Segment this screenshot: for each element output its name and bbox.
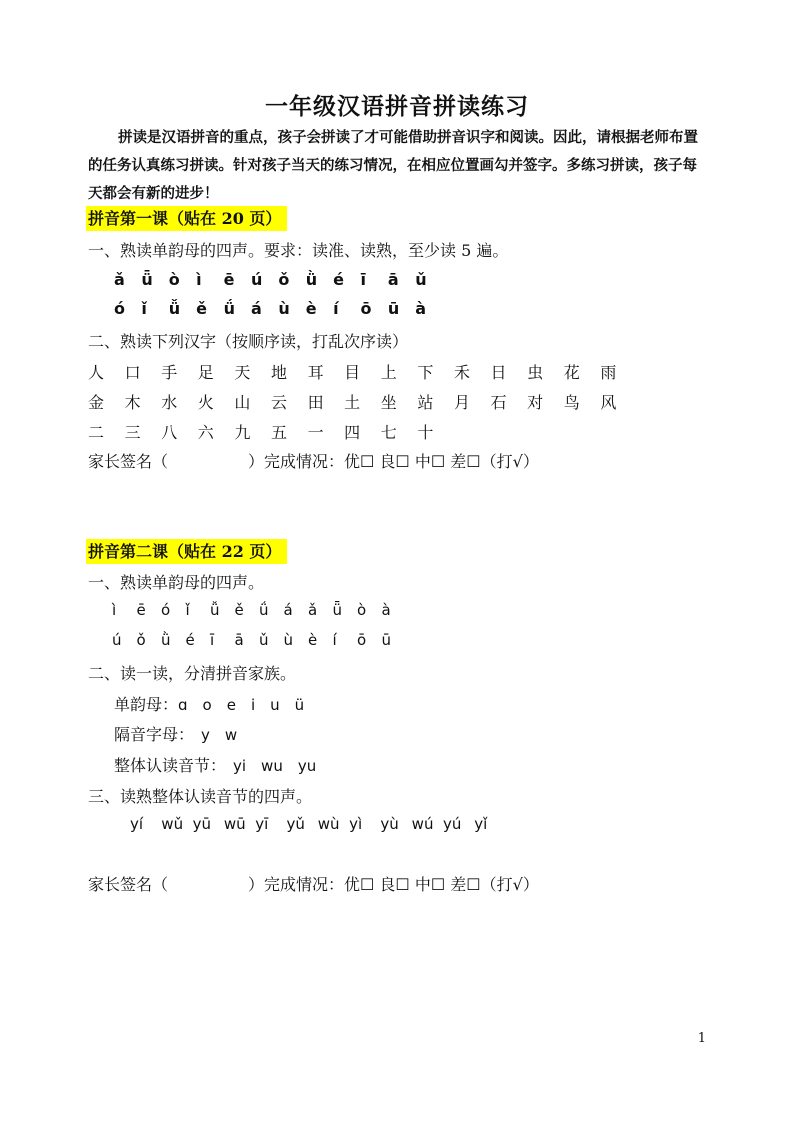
hanzi: 月 (453, 393, 470, 412)
hanzi: 禾 (453, 363, 470, 382)
hanzi: 一 (307, 423, 324, 442)
syllable: wù (317, 815, 340, 833)
lesson1-heading: 拼音第一课（贴在 20 页） (86, 206, 287, 231)
tone-mark: ì (196, 270, 202, 289)
lesson1-chars-row2 (88, 390, 637, 413)
hanzi: 上 (380, 363, 397, 382)
tone-mark: ǘ (223, 299, 235, 318)
syllable: wǔ (161, 815, 184, 833)
tone-mark: ǐ (141, 299, 147, 318)
lesson2-task2: 二、读一读，分清拼音家族。 (88, 664, 297, 683)
tone-mark: ǎ (114, 270, 125, 289)
syllable: wú (411, 815, 434, 833)
hanzi: 风 (600, 393, 617, 412)
lesson1-task1: 一、熟读单韵母的四声。要求：读准、读熟，至少读 5 遍。 (88, 241, 509, 260)
tone-mark: ǔ (259, 631, 269, 649)
tone-mark: ā (387, 270, 399, 289)
tone-mark: ǐ (185, 601, 190, 619)
syllable: yǔ (286, 815, 305, 833)
danyunmu-label: 单韵母： (114, 695, 179, 714)
zhengti-label: 整体认读音节： (114, 756, 219, 775)
syllable: yū (192, 815, 211, 833)
tone-mark: ú (112, 631, 122, 649)
hanzi: 人 (88, 363, 105, 382)
hanzi: 下 (417, 363, 434, 382)
lesson2-tones-row2 (112, 631, 406, 649)
tone-mark: ò (168, 270, 180, 289)
tone-mark: ē (136, 601, 146, 619)
tone-mark: á (250, 299, 262, 318)
lesson2-section (86, 539, 287, 562)
hanzi: 手 (161, 363, 178, 382)
syllable: yí (130, 815, 144, 833)
tone-mark: ō (357, 631, 367, 649)
tone-mark: é (333, 270, 344, 289)
lesson1-section (86, 206, 287, 229)
tone-mark: ǜ (161, 631, 171, 649)
lesson2-task3: 三、读熟整体认读音节的四声。 (88, 787, 313, 806)
hanzi: 二 (88, 423, 105, 442)
hanzi: 云 (270, 393, 287, 412)
tone-mark: í (332, 631, 337, 649)
lesson2-heading: 拼音第二课（贴在 22 页） (86, 539, 287, 564)
tone-mark: ǎ (308, 601, 318, 619)
tone-mark: ǒ (278, 270, 290, 289)
page-number: 1 (697, 1031, 706, 1046)
tone-mark: ó (114, 299, 125, 318)
hanzi: 虫 (527, 363, 544, 382)
geyin-value: y w (186, 726, 238, 744)
tone-mark: ē (223, 270, 235, 289)
tone-mark: è (308, 631, 318, 649)
danyunmu-line (114, 692, 304, 715)
lesson1-task2: 二、熟读下列汉字（按顺序读，打乱次序读） (88, 332, 409, 351)
hanzi: 木 (124, 393, 141, 412)
tone-mark: ū (387, 299, 400, 318)
geyin-line (114, 722, 237, 745)
syllable: yǐ (474, 815, 488, 833)
tone-mark: ǚ (210, 601, 220, 619)
hanzi: 耳 (307, 363, 324, 382)
hanzi: 石 (490, 393, 507, 412)
zhengti-line (114, 753, 316, 776)
tone-mark: ǜ (305, 270, 318, 289)
tone-mark: ǘ (259, 601, 269, 619)
tone-mark: ā (234, 631, 244, 649)
zhengti-value: yi wu yu (218, 757, 317, 775)
syllable: yì (349, 815, 363, 833)
tone-mark: ī (360, 270, 366, 289)
lesson1-chars-row1 (88, 360, 637, 383)
tone-mark: ì (112, 601, 117, 619)
tone-mark: è (305, 299, 317, 318)
hanzi: 天 (234, 363, 251, 382)
tone-mark: ō (360, 299, 372, 318)
tone-mark: ū (381, 631, 392, 649)
hanzi: 目 (344, 363, 361, 382)
page-title: 一年级汉语拼音拼读练习 (265, 94, 529, 120)
hanzi: 土 (344, 393, 361, 412)
hanzi: 三 (124, 423, 141, 442)
hanzi: 对 (527, 393, 544, 412)
geyin-label: 隔音字母： (114, 725, 187, 744)
hanzi: 雨 (600, 363, 617, 382)
hanzi: 九 (234, 423, 251, 442)
hanzi: 口 (124, 363, 141, 382)
tone-mark: ù (283, 631, 294, 649)
lesson1-parent-signature: 家长签名（ ）完成情况：优☐ 良☐ 中☐ 差☐（打√） (88, 452, 539, 471)
tone-mark: ú (250, 270, 263, 289)
hanzi: 四 (344, 423, 361, 442)
lesson2-tones-row1 (112, 601, 406, 619)
tone-mark: ù (278, 299, 290, 318)
lesson2-parent-signature: 家长签名（ ）完成情况：优☐ 良☐ 中☐ 差☐（打√） (88, 875, 539, 894)
tone-mark: ě (234, 601, 244, 619)
danyunmu-value: ɑ o e i u ü (178, 696, 305, 714)
lesson1-chars-row3 (88, 420, 454, 443)
tone-mark: à (415, 299, 427, 318)
hanzi: 火 (197, 393, 214, 412)
lesson2-task1: 一、熟读单韵母的四声。 (88, 573, 265, 592)
hanzi: 花 (563, 363, 580, 382)
hanzi: 坐 (380, 393, 397, 412)
hanzi: 七 (380, 423, 397, 442)
lesson1-tones-row2 (114, 299, 443, 318)
tone-mark: ó (161, 601, 171, 619)
tone-mark: ī (210, 631, 215, 649)
tone-mark: ǖ (332, 601, 343, 619)
hanzi: 山 (234, 393, 251, 412)
tone-mark: é (185, 631, 195, 649)
intro-paragraph: 拼读是汉语拼音的重点，孩子会拼读了才可能借助拼音识字和阅读。因此，请根据老师布置的任务认真练习拼读。针对孩子当天的练习情况，在相应位置画勾并签字。多练习拼读，孩子每天都会有新的进步！ (88, 130, 698, 202)
lesson1-tones-row1 (114, 270, 443, 289)
hanzi: 站 (417, 393, 434, 412)
tone-mark: ǖ (141, 270, 153, 289)
hanzi: 足 (197, 363, 214, 382)
syllable: yī (255, 815, 269, 833)
tone-mark: í (333, 299, 339, 318)
tone-mark: á (283, 601, 293, 619)
hanzi: 五 (270, 423, 287, 442)
hanzi: 鸟 (563, 393, 580, 412)
tone-mark: à (381, 601, 391, 619)
hanzi: 地 (270, 363, 287, 382)
hanzi: 八 (161, 423, 178, 442)
hanzi: 十 (417, 423, 434, 442)
hanzi: 水 (161, 393, 178, 412)
hanzi: 六 (197, 423, 214, 442)
hanzi: 金 (88, 393, 105, 412)
hanzi: 田 (307, 393, 324, 412)
tone-mark: ǔ (415, 270, 427, 289)
hanzi: 日 (490, 363, 507, 382)
syllable: wū (223, 815, 246, 833)
tone-mark: ò (357, 601, 367, 619)
tone-mark: ě (196, 299, 208, 318)
tone-mark: ǚ (168, 299, 181, 318)
syllable: yù (380, 815, 399, 833)
lesson2-syllables-row (130, 815, 506, 833)
syllable: yú (442, 815, 462, 833)
tone-mark: ǒ (136, 631, 146, 649)
